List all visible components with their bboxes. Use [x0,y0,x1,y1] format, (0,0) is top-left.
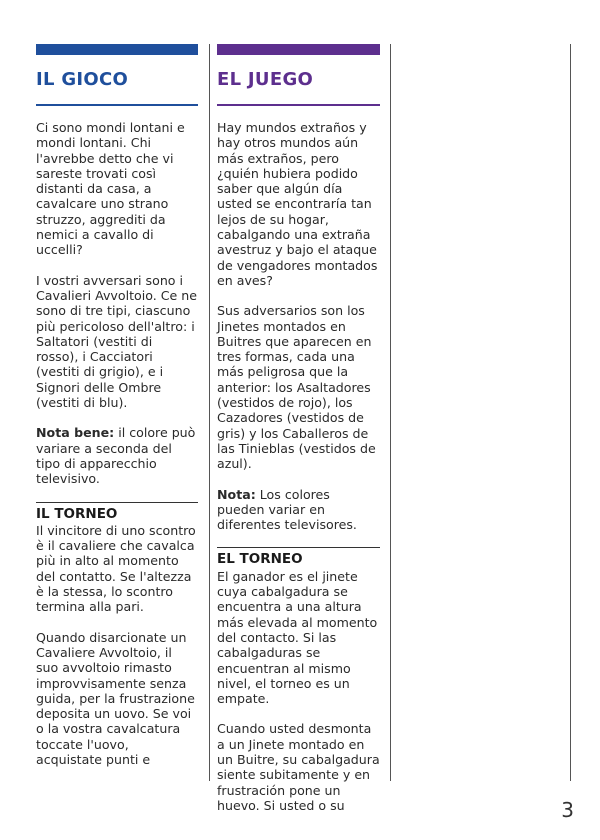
paragraph: I vostri avversari sono i Cavalieri Avvoltoio. Ce ne sono di tre tipi, ciascuno più pericoloso dell'altro: i Saltatori (vestiti di rosso), i Cacciatori (vestiti di grigio), e i Signori delle Ombre (vestiti di blu). [36,272,198,411]
column-body [36,120,198,767]
section-rule [36,502,198,503]
header-rule [217,104,380,106]
note-label: Nota bene: [36,425,115,441]
subsection-title: IL TORNEO [36,505,118,522]
column-divider-right [570,44,571,781]
note-label: Nota: [217,486,256,502]
column-divider-left [209,44,210,781]
paragraph: Il vincitore di uno scontro è il cavaliere che cavalca più in alto al momento del contatto. Se l'altezza è la stessa, lo scontro termina alla pari. [36,522,196,615]
header-bar [36,44,198,55]
section-rule [217,547,380,548]
header-bar [217,44,380,55]
subsection-title: EL TORNEO [217,551,303,568]
note-paragraph [36,425,198,486]
spanish-column [217,44,380,828]
column-body [217,120,380,813]
section-title: IL GIOCO [36,69,129,90]
note-text: il colore può variare a seconda del tipo di apparecchio televisivo. [36,425,196,487]
paragraph: Ci sono mondi lontani e mondi lontani. Chi l'avrebbe detto che vi sareste trovati così distanti da casa, a cavalcare uno strano struzzo, aggrediti da nemici a cavallo di uccelli? [36,120,185,258]
column-divider-middle [390,44,391,781]
section-title: EL JUEGO [217,69,314,90]
note-paragraph [217,487,380,533]
italian-column [36,44,198,782]
paragraph: Quando disarcionate un Cavaliere Avvoltoio, il suo avvoltoio rimasto improvvisamente senza guida, per la frustrazione deposita un uovo. Se voi o la vostra cavalcatura toccate l'uovo, acquistate punti e [36,629,195,767]
header-rule [36,104,198,106]
page-number: 3 [561,798,574,822]
paragraph: Cuando usted desmonta a un Jinete montado en un Buitre, su cabalgadura siente subitamente y en frustración pone un huevo. Si usted o su [217,721,380,813]
note-text: Los colores pueden variar en diferentes televisores. [217,486,357,533]
paragraph: El ganador es el jinete cuya cabalgadura se encuentra a una altura más elevada al momento del contacto. Si las cabalgaduras se encuentran al mismo nivel, el torneo es un empate. [217,568,378,707]
paragraph: Hay mundos extraños y hay otros mundos aún más extraños, pero ¿quién hubiera podido saber que algún día usted se encontraría tan lejos de su hogar, cabalgando una extraña avestruz y bajo el ataque de vengadores montados en aves? [217,120,378,288]
paragraph: Sus adversarios son los Jinetes montados en Buitres que aparecen en tres formas, cada una más peligrosa que la anterior: los Asaltadores (vestidos de rojo), los Cazadores (vestidos de gris) y los Caballeros de las Tinieblas (vestidos de azul). [217,303,376,472]
